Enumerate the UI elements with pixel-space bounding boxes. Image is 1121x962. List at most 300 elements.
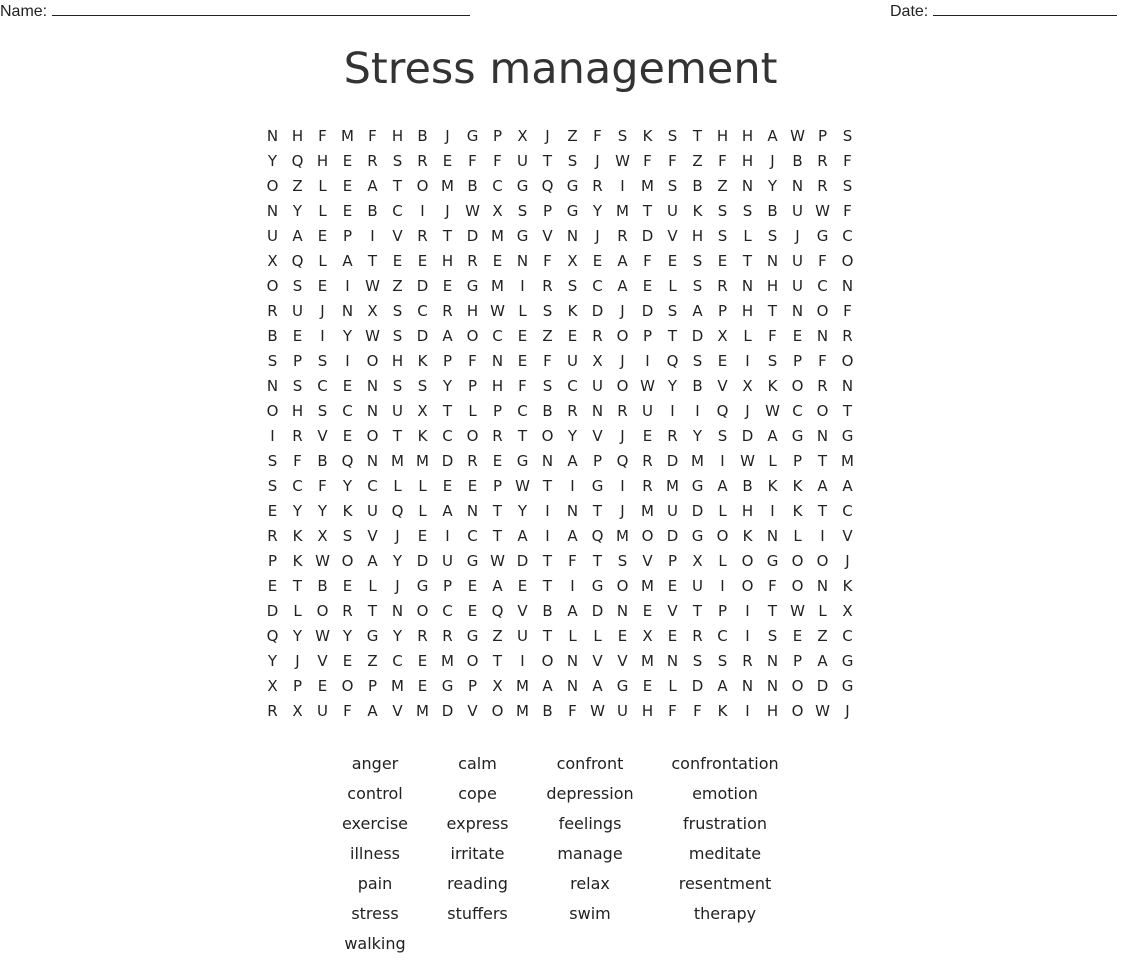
grid-cell[interactable]: T	[542, 577, 553, 595]
grid-cell[interactable]: G	[691, 527, 704, 545]
grid-cell[interactable]: R	[592, 327, 603, 345]
grid-cell[interactable]: V	[317, 652, 328, 670]
grid-cell[interactable]: K	[692, 202, 703, 220]
grid-cell[interactable]: W	[790, 602, 805, 620]
grid-cell[interactable]: N	[816, 327, 829, 345]
grid-cell[interactable]: Z	[492, 627, 503, 645]
grid-cell[interactable]: C	[467, 527, 478, 545]
grid-cell[interactable]: O	[491, 702, 504, 720]
grid-cell[interactable]: C	[792, 402, 803, 420]
grid-cell[interactable]: P	[542, 202, 553, 220]
grid-cell[interactable]: O	[791, 377, 804, 395]
grid-cell[interactable]: I	[345, 277, 350, 295]
grid-cell[interactable]: C	[392, 202, 403, 220]
grid-cell[interactable]: C	[492, 177, 503, 195]
grid-cell[interactable]: S	[542, 302, 553, 320]
grid-cell[interactable]: N	[766, 652, 779, 670]
grid-cell[interactable]: T	[692, 127, 703, 145]
grid-cell[interactable]: A	[717, 677, 728, 695]
grid-cell[interactable]: H	[466, 302, 479, 320]
grid-cell[interactable]: R	[367, 152, 378, 170]
grid-cell[interactable]: R	[267, 302, 278, 320]
grid-cell[interactable]: G	[516, 452, 529, 470]
grid-cell[interactable]: U	[792, 202, 803, 220]
grid-cell[interactable]: L	[668, 677, 677, 695]
grid-cell[interactable]: L	[743, 327, 752, 345]
grid-cell[interactable]: K	[342, 502, 353, 520]
grid-cell[interactable]: R	[717, 277, 728, 295]
grid-cell[interactable]: T	[542, 627, 553, 645]
grid-cell[interactable]: F	[593, 127, 602, 145]
grid-cell[interactable]: N	[741, 677, 754, 695]
grid-cell[interactable]: G	[591, 477, 604, 495]
grid-cell[interactable]: N	[666, 652, 679, 670]
grid-cell[interactable]: S	[517, 202, 528, 220]
grid-cell[interactable]: C	[442, 602, 453, 620]
grid-cell[interactable]: N	[366, 377, 379, 395]
grid-cell[interactable]: E	[342, 652, 353, 670]
grid-cell[interactable]: Y	[767, 177, 778, 195]
grid-cell[interactable]: M	[491, 227, 504, 245]
grid-cell[interactable]: V	[667, 602, 678, 620]
grid-cell[interactable]: I	[720, 452, 725, 470]
grid-cell[interactable]: E	[292, 327, 303, 345]
grid-cell[interactable]: I	[570, 477, 575, 495]
grid-cell[interactable]: K	[417, 352, 428, 370]
grid-cell[interactable]: I	[270, 427, 275, 445]
grid-cell[interactable]: Q	[291, 152, 304, 170]
grid-cell[interactable]: F	[368, 127, 377, 145]
grid-cell[interactable]: J	[620, 427, 625, 445]
grid-cell[interactable]: C	[592, 277, 603, 295]
grid-cell[interactable]: Q	[341, 452, 354, 470]
grid-cell[interactable]: P	[667, 552, 678, 570]
grid-cell[interactable]: V	[467, 702, 478, 720]
grid-cell[interactable]: N	[566, 502, 579, 520]
grid-cell[interactable]: E	[642, 427, 653, 445]
grid-cell[interactable]: O	[841, 252, 854, 270]
grid-cell[interactable]: G	[841, 652, 854, 670]
grid-cell[interactable]: C	[317, 377, 328, 395]
grid-cell[interactable]: F	[318, 477, 327, 495]
grid-cell[interactable]: N	[766, 527, 779, 545]
grid-cell[interactable]: L	[793, 527, 802, 545]
grid-cell[interactable]: K	[292, 552, 303, 570]
grid-cell[interactable]: Y	[517, 502, 528, 520]
grid-cell[interactable]: I	[820, 527, 825, 545]
grid-cell[interactable]: G	[816, 227, 829, 245]
grid-cell[interactable]: D	[441, 452, 454, 470]
grid-cell[interactable]: U	[517, 152, 528, 170]
grid-cell[interactable]: B	[317, 452, 328, 470]
grid-cell[interactable]: N	[791, 177, 804, 195]
name-line[interactable]	[52, 14, 470, 16]
grid-cell[interactable]: P	[442, 352, 453, 370]
grid-cell[interactable]: C	[842, 627, 853, 645]
grid-cell[interactable]: W	[615, 152, 630, 170]
grid-cell[interactable]: P	[717, 602, 728, 620]
grid-cell[interactable]: S	[767, 227, 778, 245]
grid-cell[interactable]: I	[520, 277, 525, 295]
grid-cell[interactable]: M	[641, 652, 654, 670]
grid-cell[interactable]: A	[292, 227, 303, 245]
grid-cell[interactable]: N	[816, 427, 829, 445]
grid-cell[interactable]: A	[567, 452, 578, 470]
grid-cell[interactable]: E	[467, 477, 478, 495]
grid-cell[interactable]: E	[342, 377, 353, 395]
grid-cell[interactable]: X	[492, 677, 503, 695]
grid-cell[interactable]: Y	[442, 377, 453, 395]
grid-cell[interactable]: Y	[392, 552, 403, 570]
grid-cell[interactable]: W	[815, 202, 830, 220]
grid-cell[interactable]: M	[641, 577, 654, 595]
grid-cell[interactable]: T	[842, 402, 853, 420]
grid-cell[interactable]: E	[517, 352, 528, 370]
grid-cell[interactable]: A	[692, 302, 703, 320]
grid-cell[interactable]: L	[593, 627, 602, 645]
grid-cell[interactable]: H	[766, 277, 779, 295]
grid-cell[interactable]: Q	[666, 352, 679, 370]
grid-cell[interactable]: S	[267, 352, 278, 370]
grid-cell[interactable]: P	[367, 677, 378, 695]
grid-cell[interactable]: F	[543, 352, 552, 370]
grid-cell[interactable]: W	[640, 377, 655, 395]
grid-cell[interactable]: O	[466, 652, 479, 670]
grid-cell[interactable]: L	[293, 602, 302, 620]
grid-cell[interactable]: K	[767, 377, 778, 395]
grid-cell[interactable]: K	[567, 302, 578, 320]
grid-cell[interactable]: N	[766, 677, 779, 695]
grid-cell[interactable]: C	[442, 427, 453, 445]
grid-cell[interactable]: F	[668, 702, 677, 720]
grid-cell[interactable]: U	[667, 502, 678, 520]
grid-cell[interactable]: E	[717, 352, 728, 370]
grid-cell[interactable]: T	[442, 227, 453, 245]
grid-cell[interactable]: G	[441, 677, 454, 695]
grid-cell[interactable]: B	[267, 327, 278, 345]
grid-cell[interactable]: J	[395, 577, 400, 595]
grid-cell[interactable]: R	[467, 252, 478, 270]
grid-cell[interactable]: H	[391, 352, 404, 370]
grid-cell[interactable]: E	[467, 602, 478, 620]
grid-cell[interactable]: N	[566, 227, 579, 245]
grid-cell[interactable]: K	[792, 477, 803, 495]
grid-cell[interactable]: S	[717, 427, 728, 445]
grid-cell[interactable]: H	[741, 302, 754, 320]
grid-cell[interactable]: G	[591, 577, 604, 595]
grid-cell[interactable]: X	[492, 202, 503, 220]
grid-cell[interactable]: P	[292, 677, 303, 695]
grid-cell[interactable]: A	[617, 252, 628, 270]
grid-cell[interactable]: W	[765, 402, 780, 420]
grid-cell[interactable]: W	[465, 202, 480, 220]
grid-cell[interactable]: A	[717, 477, 728, 495]
grid-cell[interactable]: K	[842, 577, 853, 595]
grid-cell[interactable]: H	[766, 702, 779, 720]
grid-cell[interactable]: X	[842, 602, 853, 620]
grid-cell[interactable]: L	[818, 602, 827, 620]
grid-cell[interactable]: E	[567, 327, 578, 345]
grid-cell[interactable]: R	[642, 477, 653, 495]
grid-cell[interactable]: F	[843, 302, 852, 320]
grid-cell[interactable]: X	[742, 377, 753, 395]
grid-cell[interactable]: F	[343, 702, 352, 720]
grid-cell[interactable]: P	[792, 652, 803, 670]
grid-cell[interactable]: W	[315, 627, 330, 645]
grid-cell[interactable]: U	[617, 702, 628, 720]
grid-cell[interactable]: R	[617, 227, 628, 245]
grid-cell[interactable]: S	[692, 352, 703, 370]
grid-cell[interactable]: P	[492, 127, 503, 145]
grid-cell[interactable]: D	[591, 602, 604, 620]
grid-cell[interactable]: X	[367, 302, 378, 320]
grid-cell[interactable]: U	[592, 377, 603, 395]
grid-cell[interactable]: P	[792, 452, 803, 470]
grid-cell[interactable]: H	[741, 127, 754, 145]
grid-cell[interactable]: O	[541, 652, 554, 670]
grid-cell[interactable]: X	[417, 402, 428, 420]
grid-cell[interactable]: F	[643, 152, 652, 170]
grid-cell[interactable]: J	[595, 152, 600, 170]
grid-cell[interactable]: Y	[342, 327, 353, 345]
grid-cell[interactable]: T	[392, 427, 403, 445]
grid-cell[interactable]: N	[766, 252, 779, 270]
grid-cell[interactable]: I	[670, 402, 675, 420]
grid-cell[interactable]: V	[317, 427, 328, 445]
grid-cell[interactable]: A	[567, 527, 578, 545]
grid-cell[interactable]: O	[466, 427, 479, 445]
grid-cell[interactable]: F	[568, 702, 577, 720]
grid-cell[interactable]: F	[718, 152, 727, 170]
grid-cell[interactable]: R	[292, 427, 303, 445]
grid-cell[interactable]: E	[267, 577, 278, 595]
grid-cell[interactable]: Z	[392, 277, 403, 295]
grid-cell[interactable]: T	[742, 252, 753, 270]
grid-cell[interactable]: G	[691, 477, 704, 495]
grid-cell[interactable]: P	[342, 227, 353, 245]
grid-cell[interactable]: G	[566, 177, 579, 195]
grid-cell[interactable]: R	[692, 627, 703, 645]
grid-cell[interactable]: N	[816, 577, 829, 595]
grid-cell[interactable]: W	[365, 277, 380, 295]
grid-cell[interactable]: H	[741, 152, 754, 170]
grid-cell[interactable]: S	[842, 177, 853, 195]
date-line[interactable]	[933, 14, 1117, 16]
grid-cell[interactable]: F	[843, 152, 852, 170]
grid-cell[interactable]: O	[616, 577, 629, 595]
grid-cell[interactable]: E	[417, 527, 428, 545]
grid-cell[interactable]: P	[467, 677, 478, 695]
grid-cell[interactable]: P	[717, 302, 728, 320]
grid-cell[interactable]: S	[842, 127, 853, 145]
grid-cell[interactable]: E	[342, 152, 353, 170]
grid-cell[interactable]: N	[566, 677, 579, 695]
grid-cell[interactable]: F	[643, 252, 652, 270]
grid-cell[interactable]: K	[417, 427, 428, 445]
grid-cell[interactable]: H	[641, 702, 654, 720]
grid-cell[interactable]: E	[517, 327, 528, 345]
grid-cell[interactable]: F	[518, 377, 527, 395]
grid-cell[interactable]: Y	[292, 627, 303, 645]
grid-cell[interactable]: C	[842, 502, 853, 520]
grid-cell[interactable]: N	[841, 277, 854, 295]
grid-cell[interactable]: S	[767, 627, 778, 645]
grid-cell[interactable]: M	[441, 177, 454, 195]
grid-cell[interactable]: O	[416, 602, 429, 620]
grid-cell[interactable]: F	[818, 252, 827, 270]
grid-cell[interactable]: A	[367, 177, 378, 195]
grid-cell[interactable]: Q	[291, 252, 304, 270]
grid-cell[interactable]: E	[392, 252, 403, 270]
grid-cell[interactable]: Z	[292, 177, 303, 195]
grid-cell[interactable]: O	[791, 577, 804, 595]
grid-cell[interactable]: O	[616, 377, 629, 395]
grid-cell[interactable]: O	[266, 277, 279, 295]
grid-cell[interactable]: E	[592, 252, 603, 270]
grid-cell[interactable]: Y	[292, 202, 303, 220]
grid-cell[interactable]: R	[492, 427, 503, 445]
grid-cell[interactable]: G	[466, 552, 479, 570]
grid-cell[interactable]: D	[691, 502, 704, 520]
grid-cell[interactable]: F	[468, 152, 477, 170]
grid-cell[interactable]: J	[620, 502, 625, 520]
grid-cell[interactable]: T	[642, 202, 653, 220]
grid-cell[interactable]: V	[667, 227, 678, 245]
grid-cell[interactable]: D	[591, 302, 604, 320]
grid-cell[interactable]: E	[667, 627, 678, 645]
grid-cell[interactable]: H	[491, 377, 504, 395]
grid-cell[interactable]: G	[516, 177, 529, 195]
grid-cell[interactable]: J	[445, 127, 450, 145]
grid-cell[interactable]: Y	[692, 427, 703, 445]
grid-cell[interactable]: V	[642, 552, 653, 570]
grid-cell[interactable]: I	[320, 327, 325, 345]
grid-cell[interactable]: E	[492, 252, 503, 270]
grid-cell[interactable]: O	[416, 177, 429, 195]
grid-cell[interactable]: Y	[342, 477, 353, 495]
grid-cell[interactable]: I	[520, 652, 525, 670]
grid-cell[interactable]: F	[668, 152, 677, 170]
grid-cell[interactable]: L	[318, 177, 327, 195]
grid-cell[interactable]: R	[617, 402, 628, 420]
grid-cell[interactable]: S	[392, 327, 403, 345]
grid-cell[interactable]: E	[642, 677, 653, 695]
grid-cell[interactable]: Z	[692, 152, 703, 170]
grid-cell[interactable]: I	[770, 502, 775, 520]
grid-cell[interactable]: L	[518, 302, 527, 320]
grid-cell[interactable]: A	[592, 677, 603, 695]
grid-cell[interactable]: N	[366, 452, 379, 470]
grid-cell[interactable]: A	[617, 277, 628, 295]
grid-cell[interactable]: F	[843, 202, 852, 220]
grid-cell[interactable]: U	[442, 552, 453, 570]
grid-cell[interactable]: Q	[591, 527, 604, 545]
grid-cell[interactable]: J	[395, 527, 400, 545]
grid-cell[interactable]: I	[745, 602, 750, 620]
grid-cell[interactable]: A	[542, 677, 553, 695]
grid-cell[interactable]: J	[295, 652, 300, 670]
grid-cell[interactable]: G	[766, 552, 779, 570]
grid-cell[interactable]: Q	[391, 502, 404, 520]
grid-cell[interactable]: L	[743, 227, 752, 245]
grid-cell[interactable]: T	[492, 652, 503, 670]
grid-cell[interactable]: A	[342, 252, 353, 270]
grid-cell[interactable]: O	[616, 327, 629, 345]
grid-cell[interactable]: P	[792, 352, 803, 370]
grid-cell[interactable]: J	[595, 227, 600, 245]
grid-cell[interactable]: I	[620, 477, 625, 495]
grid-cell[interactable]: S	[317, 402, 328, 420]
grid-cell[interactable]: I	[445, 527, 450, 545]
grid-cell[interactable]: M	[441, 652, 454, 670]
grid-cell[interactable]: V	[392, 702, 403, 720]
grid-cell[interactable]: B	[367, 202, 378, 220]
grid-cell[interactable]: N	[341, 302, 354, 320]
grid-cell[interactable]: M	[341, 127, 354, 145]
grid-cell[interactable]: D	[416, 327, 429, 345]
grid-cell[interactable]: O	[341, 552, 354, 570]
grid-cell[interactable]: T	[817, 452, 828, 470]
grid-cell[interactable]: V	[617, 652, 628, 670]
grid-cell[interactable]: E	[342, 202, 353, 220]
grid-cell[interactable]: Z	[817, 627, 828, 645]
grid-cell[interactable]: M	[516, 677, 529, 695]
grid-cell[interactable]: P	[492, 402, 503, 420]
grid-cell[interactable]: E	[617, 627, 628, 645]
grid-cell[interactable]: R	[442, 302, 453, 320]
grid-cell[interactable]: T	[767, 602, 778, 620]
grid-cell[interactable]: R	[592, 177, 603, 195]
grid-cell[interactable]: O	[266, 402, 279, 420]
grid-cell[interactable]: Y	[267, 152, 278, 170]
grid-cell[interactable]: S	[692, 277, 703, 295]
grid-cell[interactable]: G	[841, 427, 854, 445]
grid-cell[interactable]: F	[768, 327, 777, 345]
grid-cell[interactable]: C	[292, 477, 303, 495]
grid-cell[interactable]: D	[666, 527, 679, 545]
grid-cell[interactable]: I	[745, 627, 750, 645]
grid-cell[interactable]: O	[716, 527, 729, 545]
grid-cell[interactable]: S	[767, 352, 778, 370]
grid-cell[interactable]: P	[292, 352, 303, 370]
grid-cell[interactable]: N	[466, 502, 479, 520]
grid-cell[interactable]: F	[318, 127, 327, 145]
grid-cell[interactable]: F	[818, 352, 827, 370]
grid-cell[interactable]: U	[792, 277, 803, 295]
grid-cell[interactable]: K	[717, 702, 728, 720]
grid-cell[interactable]: B	[467, 177, 478, 195]
grid-cell[interactable]: R	[567, 402, 578, 420]
grid-cell[interactable]: T	[692, 602, 703, 620]
grid-cell[interactable]: M	[516, 702, 529, 720]
grid-cell[interactable]: Y	[292, 502, 303, 520]
grid-cell[interactable]: B	[417, 127, 428, 145]
grid-cell[interactable]: R	[342, 602, 353, 620]
grid-cell[interactable]: Y	[592, 202, 603, 220]
grid-cell[interactable]: X	[717, 327, 728, 345]
grid-cell[interactable]: O	[541, 427, 554, 445]
grid-cell[interactable]: F	[468, 352, 477, 370]
grid-cell[interactable]: E	[642, 602, 653, 620]
grid-cell[interactable]: E	[667, 252, 678, 270]
grid-cell[interactable]: H	[291, 402, 304, 420]
grid-cell[interactable]: C	[567, 377, 578, 395]
grid-cell[interactable]: T	[592, 502, 603, 520]
grid-cell[interactable]: H	[316, 152, 329, 170]
grid-cell[interactable]: R	[267, 527, 278, 545]
grid-cell[interactable]: L	[568, 627, 577, 645]
grid-cell[interactable]: S	[667, 177, 678, 195]
